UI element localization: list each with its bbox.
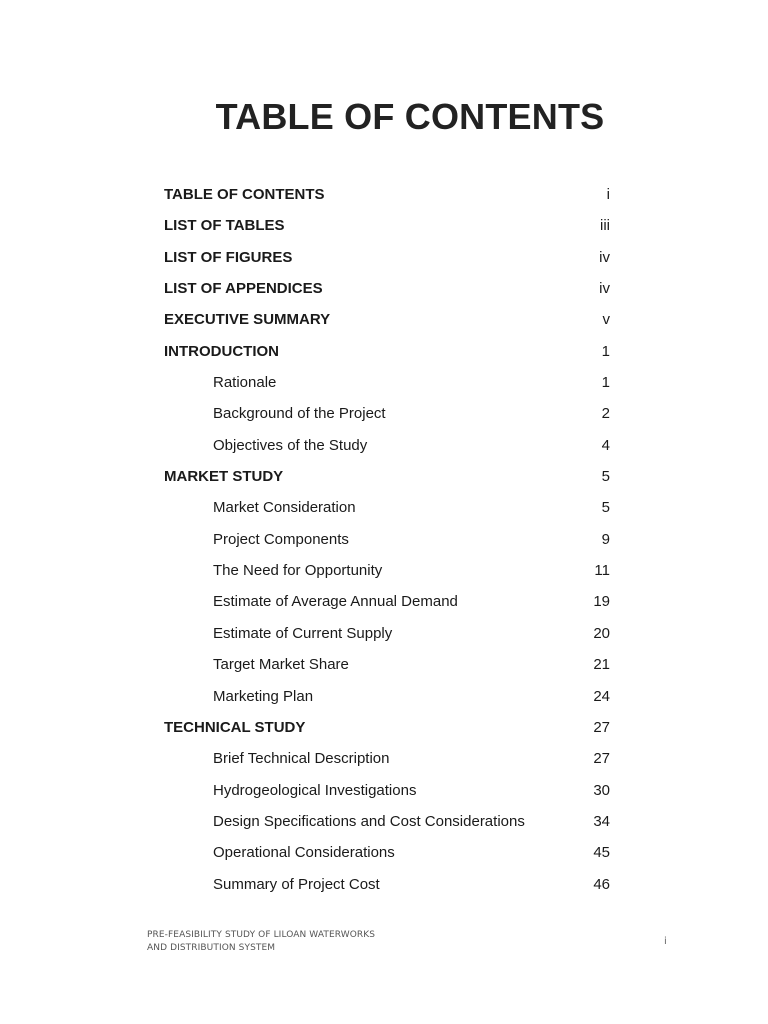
toc-subsection-entry <box>0 492 768 523</box>
footer-title-line-2: AND DISTRIBUTION SYSTEM <box>147 943 276 953</box>
toc-section-entry <box>0 712 768 743</box>
toc-subsection-entry <box>0 618 768 649</box>
toc-entry-label: Rationale <box>213 374 277 392</box>
toc-entry-page-number: 45 <box>593 844 610 862</box>
toc-entry-label: The Need for Opportunity <box>213 562 383 580</box>
toc-entry-page-number: iv <box>599 280 610 298</box>
toc-entry-page-number: 9 <box>601 530 610 548</box>
toc-entry-label: LIST OF FIGURES <box>164 248 293 266</box>
toc-subsection-entry <box>0 743 768 774</box>
toc-subsection-entry <box>0 681 768 712</box>
toc-section-entry <box>0 461 768 492</box>
toc-entry-label: TECHNICAL STUDY <box>164 718 306 736</box>
toc-entry-label: Design Specifications and Cost Considerations <box>213 812 525 830</box>
table-of-contents <box>0 179 768 900</box>
toc-entry-label: Brief Technical Description <box>213 750 390 768</box>
toc-section-entry <box>0 242 768 273</box>
toc-entry-label: Estimate of Average Annual Demand <box>213 593 458 611</box>
toc-entry-label: Background of the Project <box>213 405 386 423</box>
toc-entry-page-number: iv <box>599 248 610 266</box>
toc-entry-label: Estimate of Current Supply <box>213 624 393 642</box>
toc-entry-page-number: v <box>602 311 610 329</box>
toc-entry-label: Objectives of the Study <box>213 436 368 454</box>
toc-entry-page-number: 46 <box>593 875 610 893</box>
toc-entry-label: Marketing Plan <box>213 687 314 705</box>
toc-subsection-entry <box>0 869 768 900</box>
toc-section-entry <box>0 304 768 335</box>
toc-section-entry <box>0 273 768 304</box>
toc-entry-page-number: 34 <box>593 812 610 830</box>
toc-entry-page-number: 30 <box>593 781 610 799</box>
toc-entry-label: Market Consideration <box>213 499 356 517</box>
toc-entry-label: Hydrogeological Investigations <box>213 781 417 799</box>
toc-subsection-entry <box>0 837 768 868</box>
toc-subsection-entry <box>0 430 768 461</box>
toc-section-entry <box>0 336 768 367</box>
toc-entry-label: Operational Considerations <box>213 844 395 862</box>
toc-entry-label: LIST OF APPENDICES <box>164 280 323 298</box>
toc-subsection-entry <box>0 367 768 398</box>
toc-subsection-entry <box>0 775 768 806</box>
toc-entry-page-number: 24 <box>593 687 610 705</box>
toc-entry-page-number: 4 <box>601 436 610 454</box>
toc-entry-label: Summary of Project Cost <box>213 875 380 893</box>
toc-entry-label: INTRODUCTION <box>164 342 279 360</box>
footer-title-line-1: PRE-FEASIBILITY STUDY OF LILOAN WATERWORKS <box>147 930 376 940</box>
toc-entry-label: EXECUTIVE SUMMARY <box>164 311 331 329</box>
toc-entry-label: MARKET STUDY <box>164 468 284 486</box>
toc-entry-page-number: 19 <box>593 593 610 611</box>
page-title: TABLE OF CONTENTS <box>215 96 605 137</box>
toc-entry-page-number: 1 <box>601 374 610 392</box>
toc-entry-page-number: 1 <box>601 342 610 360</box>
toc-entry-label: TABLE OF CONTENTS <box>164 186 325 203</box>
toc-entry-page-number: 5 <box>601 468 610 486</box>
toc-entry-page-number: 5 <box>601 499 610 517</box>
footer-document-title <box>147 929 375 955</box>
toc-subsection-entry <box>0 398 768 429</box>
toc-entry-page-number: 27 <box>593 718 610 736</box>
toc-subsection-entry <box>0 524 768 555</box>
toc-entry-page-number: 2 <box>601 405 610 423</box>
toc-entry-page-number: 27 <box>593 750 610 768</box>
toc-entry-page-number: 20 <box>593 624 610 642</box>
toc-entry-page-number: iii <box>600 217 610 235</box>
toc-section-entry <box>0 210 768 241</box>
toc-subsection-entry <box>0 586 768 617</box>
toc-entry-label: LIST OF TABLES <box>164 217 285 235</box>
toc-entry-label: Project Components <box>213 530 349 548</box>
toc-entry-page-number: 21 <box>593 656 610 674</box>
toc-subsection-entry <box>0 806 768 837</box>
toc-subsection-entry <box>0 555 768 586</box>
toc-entry-label: Target Market Share <box>213 656 349 674</box>
toc-subsection-entry <box>0 649 768 680</box>
footer-page-number: i <box>664 936 667 947</box>
toc-section-entry <box>0 179 768 210</box>
toc-entry-page-number: 11 <box>594 562 610 580</box>
toc-entry-page-number: i <box>606 186 610 203</box>
